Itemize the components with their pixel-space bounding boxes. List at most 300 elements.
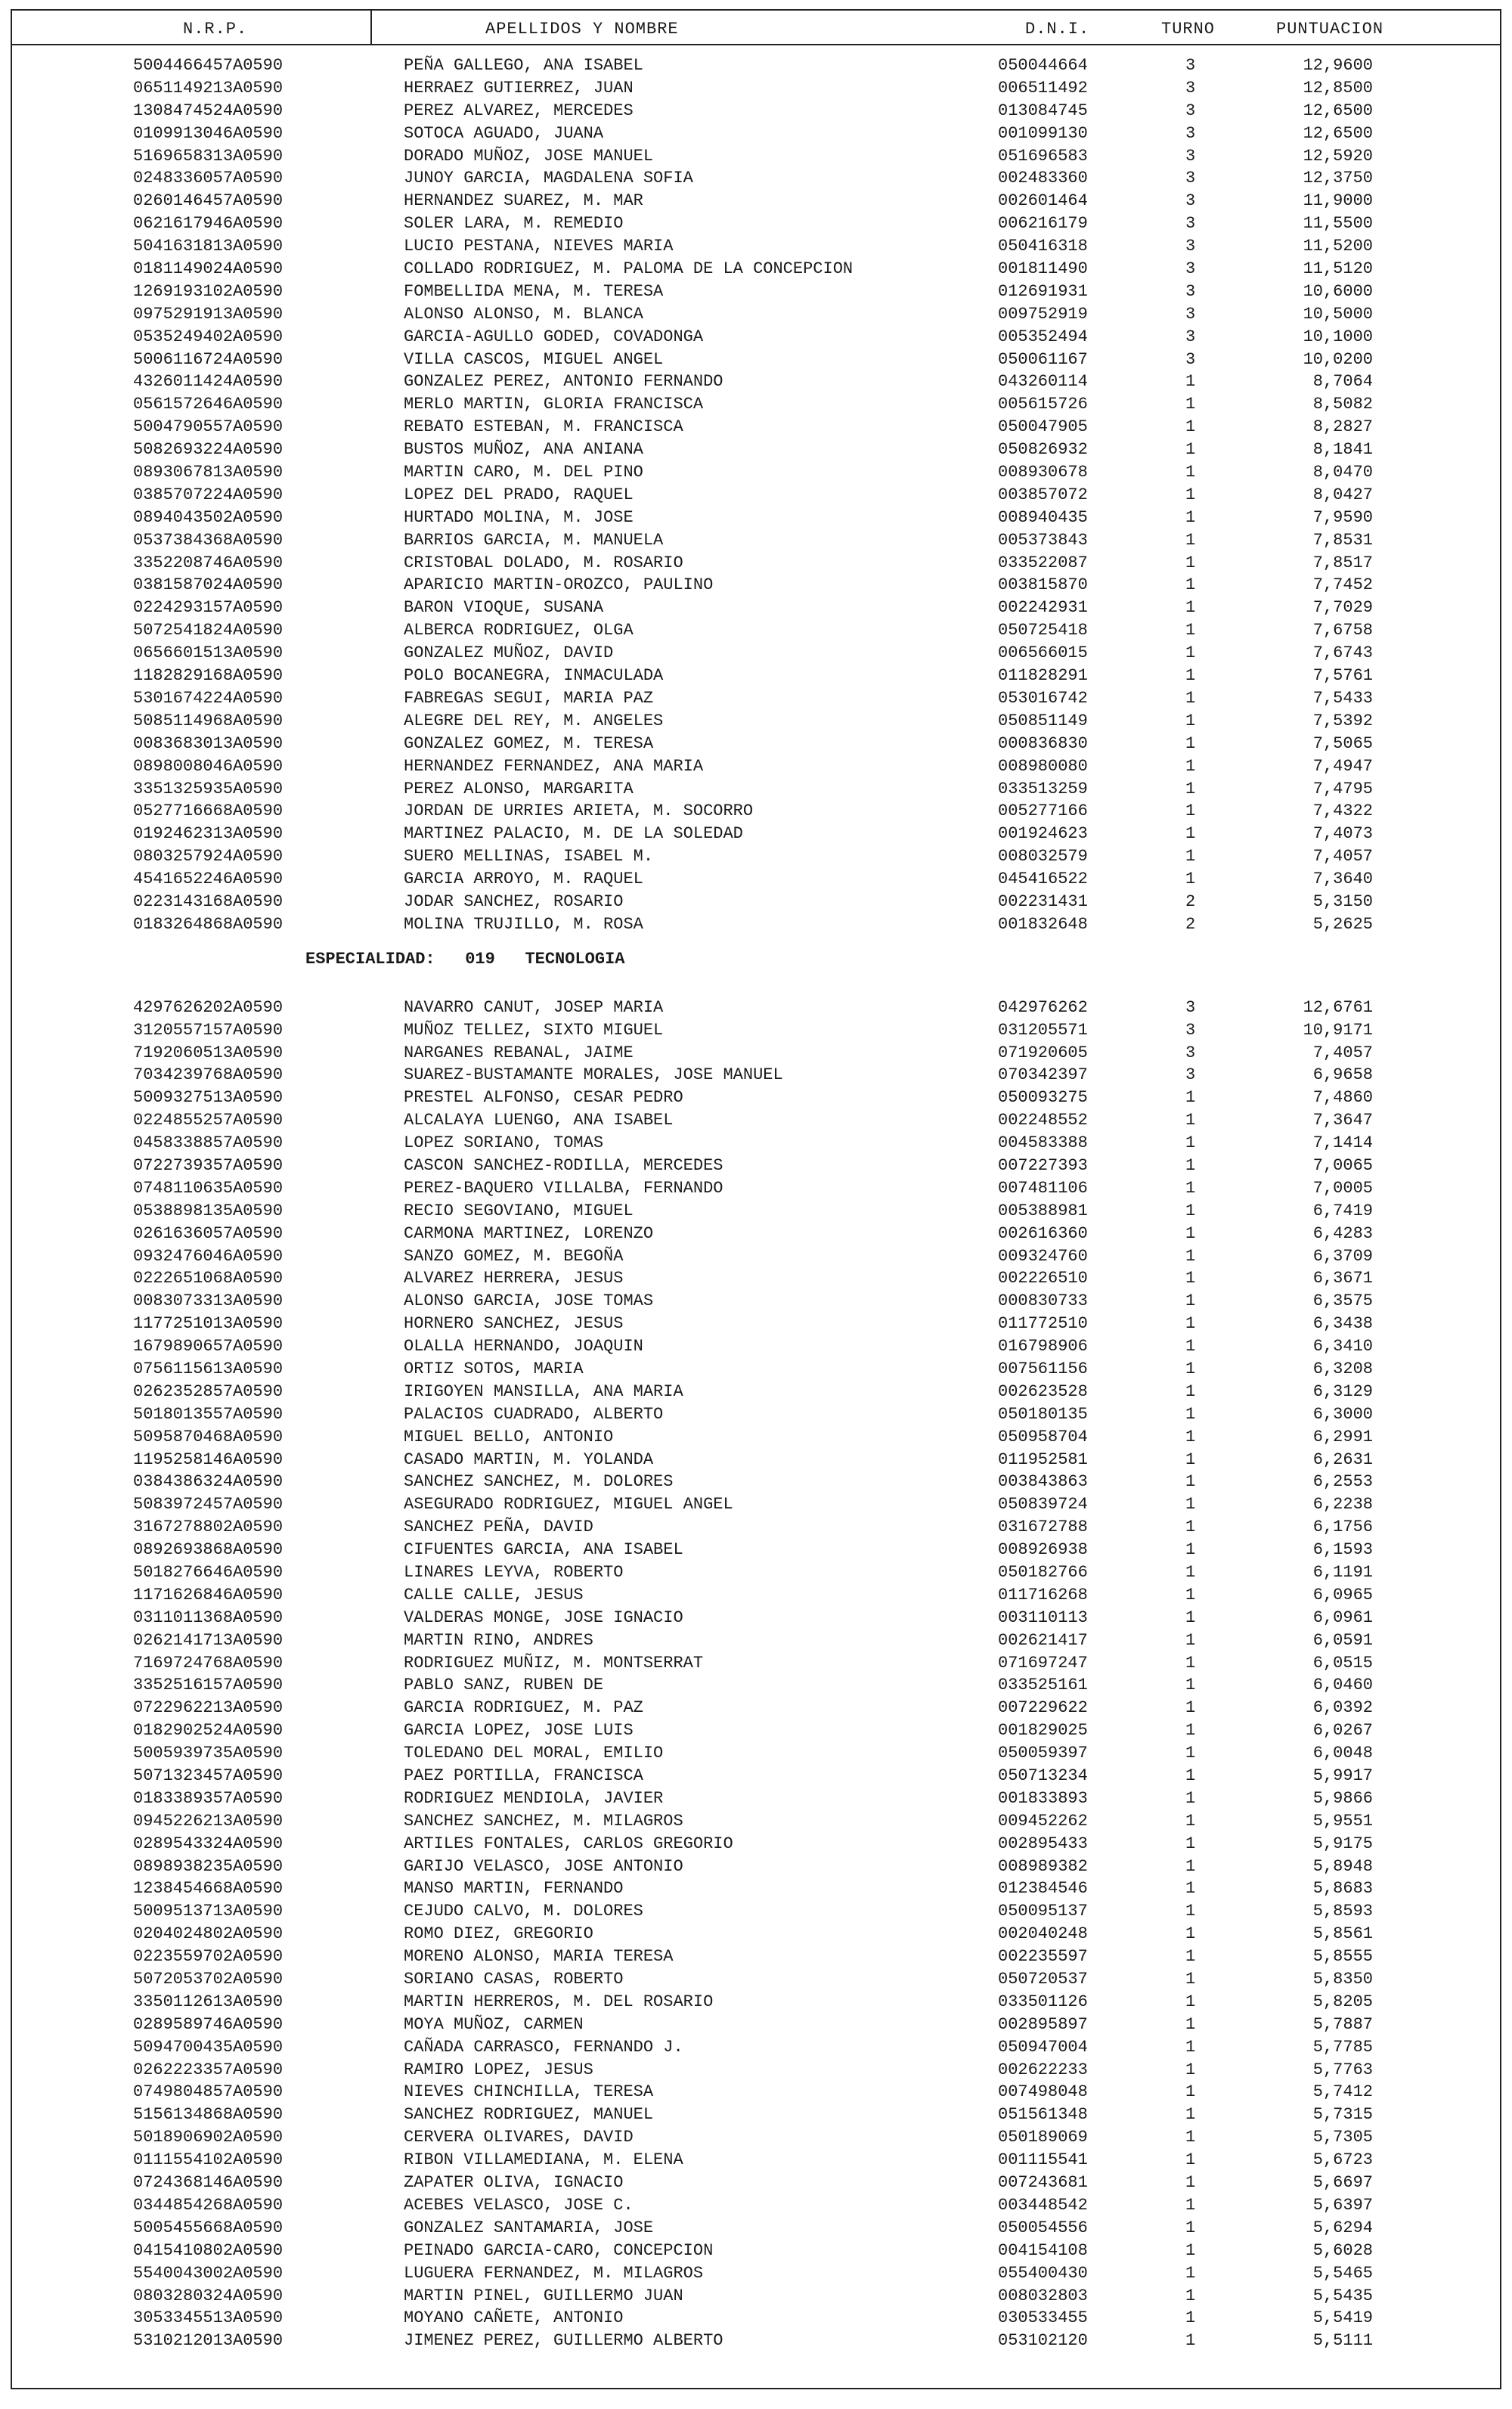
dni-cell: 050095137 [998,1902,1088,1921]
name-cell: FOMBELLIDA MENA, M. TERESA [404,281,664,301]
table-row [12,235,1500,258]
dni-cell: 050061167 [998,349,1088,369]
dni-cell: 000830733 [998,1291,1088,1311]
turno-cell: 1 [1185,1495,1196,1515]
puntuacion-cell: 6,1191 [1312,1563,1373,1582]
turno-cell: 1 [1185,824,1196,844]
nrp-cell: 0192462313A0590 [133,824,284,844]
puntuacion-cell: 5,8948 [1312,1856,1373,1876]
dni-cell: 030533455 [998,2308,1088,2328]
turno-cell: 1 [1185,756,1196,776]
nrp-cell: 3167278802A0590 [133,1518,284,1537]
name-cell: JORDAN DE URRIES ARIETA, M. SOCORRO [404,801,754,821]
name-cell: LINARES LEYVA, ROBERTO [404,1563,624,1582]
dni-cell: 002242931 [998,598,1088,618]
name-cell: MOYANO CAÑETE, ANTONIO [404,2308,624,2328]
turno-cell: 3 [1185,349,1196,369]
puntuacion-cell: 6,3000 [1312,1404,1373,1424]
turno-cell: 3 [1185,304,1196,324]
table-row [12,2036,1500,2059]
puntuacion-cell: 5,9866 [1312,1788,1373,1808]
table-row [12,1968,1500,1991]
puntuacion-cell: 5,7315 [1312,2105,1373,2125]
turno-cell: 1 [1185,1359,1196,1378]
table-row [12,1335,1500,1358]
nrp-cell: 0722739357A0590 [133,1155,284,1175]
turno-cell: 1 [1185,395,1196,414]
turno-cell: 1 [1185,598,1196,618]
table-row [12,1742,1500,1765]
turno-cell: 1 [1185,1766,1196,1786]
puntuacion-cell: 6,0048 [1312,1744,1373,1763]
puntuacion-cell: 6,9658 [1312,1065,1373,1085]
name-cell: MIGUEL BELLO, ANTONIO [404,1427,614,1446]
puntuacion-cell: 7,9590 [1312,507,1373,527]
nrp-cell: 0722962213A0590 [133,1698,284,1718]
table-row [12,1584,1500,1607]
puntuacion-cell: 7,8517 [1312,553,1373,572]
table-row [12,416,1500,439]
name-cell: GARCIA ARROYO, M. RAQUEL [404,870,643,889]
turno-cell: 1 [1185,1337,1196,1356]
puntuacion-cell: 6,2631 [1312,1449,1373,1469]
name-cell: HURTADO MOLINA, M. JOSE [404,507,634,527]
name-cell: JUNOY GARCIA, MAGDALENA SOFIA [404,169,693,188]
name-cell: ALVAREZ HERRERA, JESUS [404,1269,624,1288]
puntuacion-cell: 5,6723 [1312,2150,1373,2170]
puntuacion-cell: 5,3150 [1312,891,1373,911]
turno-cell: 1 [1185,643,1196,663]
table-row [12,281,1500,303]
table-row [12,891,1500,913]
dni-cell: 012384546 [998,1879,1088,1899]
table-row [12,2285,1500,2308]
name-cell: CARMONA MARTINEZ, LORENZO [404,1223,654,1243]
puntuacion-cell: 10,6000 [1303,281,1373,301]
table-row [12,349,1500,371]
dni-cell: 071697247 [998,1653,1088,1673]
dni-cell: 001115541 [998,2150,1088,2170]
dni-cell: 008980080 [998,756,1088,776]
puntuacion-cell: 7,4947 [1312,756,1373,776]
table-row [12,326,1500,349]
puntuacion-cell: 5,5419 [1312,2308,1373,2328]
nrp-cell: 1238454668A0590 [133,1879,284,1899]
turno-cell: 1 [1185,1088,1196,1108]
puntuacion-cell: 5,8350 [1312,1970,1373,1989]
table-row [12,1381,1500,1403]
turno-cell: 1 [1185,1178,1196,1198]
nrp-cell: 5009327513A0590 [133,1088,284,1108]
nrp-cell: 5156134868A0590 [133,2105,284,2125]
turno-cell: 1 [1185,1856,1196,1876]
nrp-cell: 3351325935A0590 [133,779,284,798]
table-row [12,1607,1500,1629]
name-cell: RECIO SEGOVIANO, MIGUEL [404,1201,634,1220]
dni-cell: 003815870 [998,575,1088,595]
turno-cell: 3 [1185,259,1196,279]
table-row [12,1877,1500,1900]
table-row [12,1787,1500,1810]
dni-cell: 051561348 [998,2105,1088,2125]
puntuacion-cell: 6,0961 [1312,1608,1373,1627]
turno-cell: 1 [1185,1834,1196,1853]
table-row [12,1109,1500,1132]
nrp-cell: 0527716668A0590 [133,801,284,821]
turno-cell: 3 [1185,146,1196,166]
nrp-cell: 0289589746A0590 [133,2014,284,2034]
nrp-cell: 5018276646A0590 [133,1563,284,1582]
table-row [12,619,1500,642]
name-cell: MORENO ALONSO, MARIA TERESA [404,1947,674,1967]
table-row [12,2307,1500,2330]
puntuacion-cell: 5,5435 [1312,2286,1373,2305]
name-cell: ASEGURADO RODRIGUEZ, MIGUEL ANGEL [404,1495,733,1515]
dni-cell: 050826932 [998,440,1088,460]
table-row [12,1403,1500,1426]
table-row [12,1945,1500,1968]
puntuacion-cell: 6,0515 [1312,1653,1373,1673]
table-row [12,1087,1500,1109]
table-row [12,1765,1500,1787]
dni-cell: 005352494 [998,327,1088,346]
dni-cell: 033501126 [998,1992,1088,2011]
turno-cell: 3 [1185,78,1196,98]
puntuacion-cell: 7,4057 [1312,1043,1373,1062]
table-row [12,1042,1500,1065]
name-cell: CAÑADA CARRASCO, FERNANDO J. [404,2037,683,2057]
puntuacion-cell: 7,4057 [1312,847,1373,867]
table-header [12,11,1500,45]
table-row [12,1132,1500,1155]
name-cell: ORTIZ SOTOS, MARIA [404,1359,584,1378]
table-row [12,1697,1500,1719]
dni-cell: 016798906 [998,1337,1088,1356]
turno-cell: 1 [1185,2308,1196,2328]
name-cell: NIEVES CHINCHILLA, TERESA [404,2082,654,2102]
turno-cell: 1 [1185,1563,1196,1582]
puntuacion-cell: 5,7305 [1312,2128,1373,2147]
nrp-cell: 3350112613A0590 [133,1992,284,2011]
puntuacion-cell: 8,1841 [1312,440,1373,460]
nrp-cell: 0261636057A0590 [133,1223,284,1243]
puntuacion-cell: 7,7452 [1312,575,1373,595]
turno-cell: 1 [1185,463,1196,482]
nrp-cell: 3120557157A0590 [133,1020,284,1040]
name-cell: MARTINEZ PALACIO, M. DE LA SOLEDAD [404,824,743,844]
table-row [12,2104,1500,2126]
puntuacion-cell: 5,8555 [1312,1947,1373,1967]
name-cell: MANSO MARTIN, FERNANDO [404,1879,624,1899]
name-cell: FABREGAS SEGUI, MARIA PAZ [404,688,654,708]
header-nrp: N.R.P. [183,20,248,39]
puntuacion-cell: 6,3575 [1312,1291,1373,1311]
dni-cell: 050180135 [998,1404,1088,1424]
table-row [12,1471,1500,1493]
dni-cell: 006566015 [998,643,1088,663]
puntuacion-cell: 12,6500 [1303,123,1373,143]
turno-cell: 1 [1185,1653,1196,1673]
puntuacion-cell: 7,6758 [1312,621,1373,640]
dni-cell: 002895897 [998,2014,1088,2034]
table-row [12,370,1500,393]
turno-cell: 1 [1185,2263,1196,2283]
puntuacion-cell: 6,0267 [1312,1721,1373,1741]
name-cell: SUERO MELLINAS, ISABEL M. [404,847,654,867]
name-cell: NARGANES REBANAL, JAIME [404,1043,634,1062]
nrp-cell: 5169658313A0590 [133,146,284,166]
table-row [12,77,1500,100]
name-cell: GARCIA RODRIGUEZ, M. PAZ [404,1698,643,1718]
dni-cell: 005615726 [998,395,1088,414]
dni-cell: 001924623 [998,824,1088,844]
table-row [12,997,1500,1019]
name-cell: CIFUENTES GARCIA, ANA ISABEL [404,1540,683,1560]
turno-cell: 1 [1185,2060,1196,2079]
nrp-cell: 5005939735A0590 [133,1744,284,1763]
nrp-cell: 0381587024A0590 [133,575,284,595]
dni-cell: 009324760 [998,1246,1088,1266]
dni-cell: 031672788 [998,1518,1088,1537]
table-row [12,100,1500,122]
puntuacion-cell: 5,9175 [1312,1834,1373,1853]
nrp-cell: 0083073313A0590 [133,1291,284,1311]
puntuacion-cell: 7,0065 [1312,1155,1373,1175]
table-row [12,2059,1500,2082]
puntuacion-cell: 5,2625 [1312,914,1373,934]
puntuacion-cell: 6,3410 [1312,1337,1373,1356]
nrp-cell: 3352208746A0590 [133,553,284,572]
nrp-cell: 5083972457A0590 [133,1495,284,1515]
nrp-cell: 0183264868A0590 [133,914,284,934]
name-cell: ARTILES FONTALES, CARLOS GREGORIO [404,1834,733,1853]
puntuacion-cell: 7,5761 [1312,666,1373,686]
table-row [12,1267,1500,1290]
dni-cell: 053102120 [998,2331,1088,2351]
dni-cell: 007561156 [998,1359,1088,1378]
puntuacion-cell: 6,3709 [1312,1246,1373,1266]
dni-cell: 002235597 [998,1947,1088,1967]
dni-cell: 000836830 [998,733,1088,753]
turno-cell: 1 [1185,1585,1196,1604]
puntuacion-cell: 6,2991 [1312,1427,1373,1446]
turno-cell: 1 [1185,1608,1196,1627]
dni-cell: 050054556 [998,2218,1088,2237]
nrp-cell: 1182829168A0590 [133,666,284,686]
nrp-cell: 0223143168A0590 [133,891,284,911]
dni-cell: 050851149 [998,711,1088,730]
table-row [12,212,1500,235]
turno-cell: 1 [1185,507,1196,527]
turno-cell: 1 [1185,485,1196,504]
dni-cell: 050044664 [998,56,1088,75]
table-row [12,2262,1500,2285]
dni-cell: 050189069 [998,2128,1088,2147]
name-cell: GONZALEZ GOMEZ, M. TERESA [404,733,654,753]
name-cell: SANCHEZ SANCHEZ, M. MILAGROS [404,1811,683,1831]
name-cell: ALEGRE DEL REY, M. ANGELES [404,711,664,730]
dni-cell: 011716268 [998,1585,1088,1604]
table-row [12,1516,1500,1539]
header-divider [370,11,372,45]
dni-cell: 002623528 [998,1381,1088,1401]
name-cell: GARCIA-AGULLO GODED, COVADONGA [404,327,704,346]
turno-cell: 1 [1185,2082,1196,2102]
name-cell: PEREZ-BAQUERO VILLALBA, FERNANDO [404,1178,723,1198]
turno-cell: 1 [1185,1133,1196,1153]
turno-cell: 3 [1185,237,1196,256]
nrp-cell: 0204024802A0590 [133,1924,284,1944]
turno-cell: 1 [1185,1381,1196,1401]
puntuacion-cell: 7,5065 [1312,733,1373,753]
name-cell: MARTIN PINEL, GUILLERMO JUAN [404,2286,683,2305]
turno-cell: 1 [1185,2331,1196,2351]
turno-cell: 1 [1185,779,1196,798]
nrp-cell: 5005455668A0590 [133,2218,284,2237]
name-cell: CRISTOBAL DOLADO, M. ROSARIO [404,553,683,572]
dni-cell: 008989382 [998,1856,1088,1876]
name-cell: PALACIOS CUADRADO, ALBERTO [404,1404,664,1424]
dni-cell: 050958704 [998,1427,1088,1446]
table-row [12,1833,1500,1856]
name-cell: ACEBES VELASCO, JOSE C. [404,2195,634,2215]
dni-cell: 050059397 [998,1744,1088,1763]
name-cell: ALBERCA RODRIGUEZ, OLGA [404,621,634,640]
nrp-cell: 0248336057A0590 [133,169,284,188]
turno-cell: 1 [1185,1630,1196,1650]
table-row [12,1856,1500,1878]
puntuacion-cell: 7,7029 [1312,598,1373,618]
name-cell: BUSTOS MUÑOZ, ANA ANIANA [404,440,643,460]
turno-cell: 1 [1185,1155,1196,1175]
turno-cell: 1 [1185,2195,1196,2215]
name-cell: ALONSO GARCIA, JOSE TOMAS [404,1291,654,1311]
puntuacion-cell: 5,7785 [1312,2037,1373,2057]
puntuacion-cell: 12,8500 [1303,78,1373,98]
table-row [12,1290,1500,1313]
name-cell: DORADO MUÑOZ, JOSE MANUEL [404,146,654,166]
turno-cell: 1 [1185,688,1196,708]
dni-cell: 007481106 [998,1178,1088,1198]
nrp-cell: 3053345513A0590 [133,2308,284,2328]
table-row [12,122,1500,145]
name-cell: MUÑOZ TELLEZ, SIXTO MIGUEL [404,1020,664,1040]
table-row [12,1177,1500,1200]
nrp-cell: 0224855257A0590 [133,1111,284,1130]
turno-cell: 1 [1185,1970,1196,1989]
table-row [12,845,1500,868]
dni-cell: 002226510 [998,1269,1088,1288]
turno-cell: 1 [1185,553,1196,572]
name-cell: ZAPATER OLIVA, IGNACIO [404,2173,624,2193]
puntuacion-cell: 6,2238 [1312,1495,1373,1515]
table-row [12,484,1500,507]
nrp-cell: 0260146457A0590 [133,191,284,211]
dni-cell: 009452262 [998,1811,1088,1831]
table-row [12,1358,1500,1381]
nrp-cell: 0224293157A0590 [133,598,284,618]
name-cell: PEINADO GARCIA-CARO, CONCEPCION [404,2240,714,2260]
puntuacion-cell: 8,0427 [1312,485,1373,504]
puntuacion-cell: 8,2827 [1312,417,1373,437]
puntuacion-cell: 7,4322 [1312,801,1373,821]
table-row [12,145,1500,168]
turno-cell: 1 [1185,1992,1196,2011]
dni-cell: 050182766 [998,1563,1088,1582]
dni-cell: 050839724 [998,1495,1088,1515]
turno-cell: 3 [1185,1065,1196,1085]
name-cell: SOLER LARA, M. REMEDIO [404,214,624,234]
puntuacion-cell: 11,5200 [1303,237,1373,256]
nrp-cell: 0803280324A0590 [133,2286,284,2305]
puntuacion-cell: 7,8531 [1312,530,1373,550]
turno-cell: 1 [1185,801,1196,821]
nrp-cell: 5004466457A0590 [133,56,284,75]
table-row [12,1810,1500,1833]
puntuacion-cell: 5,8561 [1312,1924,1373,1944]
turno-cell: 3 [1185,281,1196,301]
puntuacion-cell: 6,4283 [1312,1223,1373,1243]
nrp-cell: 3352516157A0590 [133,1676,284,1695]
dni-cell: 008032579 [998,847,1088,867]
table-row [12,868,1500,891]
name-cell: RODRIGUEZ MUÑIZ, M. MONTSERRAT [404,1653,704,1673]
nrp-cell: 0262141713A0590 [133,1630,284,1650]
name-cell: MERLO MARTIN, GLORIA FRANCISCA [404,395,704,414]
turno-cell: 1 [1185,1269,1196,1288]
table-row [12,1200,1500,1223]
puntuacion-cell: 11,5500 [1303,214,1373,234]
turno-cell: 1 [1185,2218,1196,2237]
nrp-cell: 0111554102A0590 [133,2150,284,2170]
dni-cell: 050720537 [998,1970,1088,1989]
puntuacion-cell: 7,4795 [1312,779,1373,798]
puntuacion-cell: 6,3438 [1312,1314,1373,1334]
turno-cell: 1 [1185,2014,1196,2034]
dni-cell: 003110113 [998,1608,1088,1627]
dni-cell: 005388981 [998,1201,1088,1220]
dni-cell: 005277166 [998,801,1088,821]
name-cell: PAEZ PORTILLA, FRANCISCA [404,1766,643,1786]
table-row [12,2330,1500,2352]
turno-cell: 1 [1185,1111,1196,1130]
puntuacion-cell: 7,4073 [1312,824,1373,844]
turno-cell: 1 [1185,2128,1196,2147]
turno-cell: 1 [1185,1427,1196,1446]
dni-cell: 003448542 [998,2195,1088,2215]
table-row [12,2081,1500,2104]
table-row [12,778,1500,801]
name-cell: PABLO SANZ, RUBEN DE [404,1676,604,1695]
puntuacion-cell: 8,5082 [1312,395,1373,414]
dni-cell: 051696583 [998,146,1088,166]
dni-cell: 033513259 [998,779,1088,798]
puntuacion-cell: 10,5000 [1303,304,1373,324]
nrp-cell: 1269193102A0590 [133,281,284,301]
nrp-cell: 0893067813A0590 [133,463,284,482]
nrp-cell: 5018013557A0590 [133,1404,284,1424]
name-cell: GARIJO VELASCO, JOSE ANTONIO [404,1856,683,1876]
nrp-cell: 7192060513A0590 [133,1043,284,1062]
nrp-cell: 4541652246A0590 [133,870,284,889]
turno-cell: 3 [1185,169,1196,188]
puntuacion-cell: 8,0470 [1312,463,1373,482]
nrp-cell: 5540043002A0590 [133,2263,284,2283]
puntuacion-cell: 7,5392 [1312,711,1373,730]
dni-cell: 055400430 [998,2263,1088,2283]
name-cell: VILLA CASCOS, MIGUEL ANGEL [404,349,664,369]
nrp-cell: 0182902524A0590 [133,1721,284,1741]
